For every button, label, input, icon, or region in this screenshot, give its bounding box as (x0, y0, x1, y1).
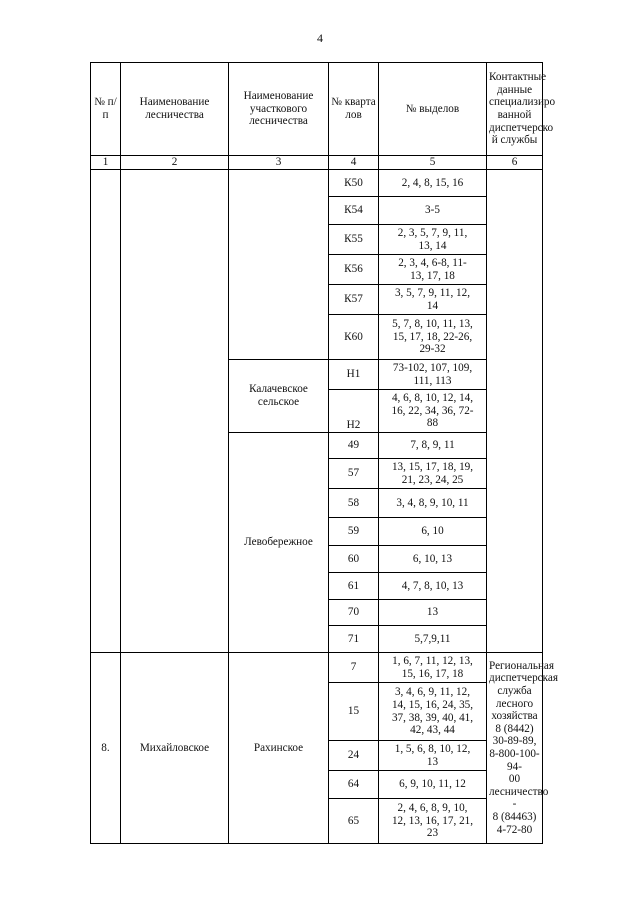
column-number: 5 (379, 156, 487, 170)
header-quarters: № кварта лов (329, 63, 379, 156)
column-number: 1 (91, 156, 121, 170)
plots-cell: 5,7,9,11 (379, 626, 487, 653)
plots-cell: 13, 15, 17, 18, 19, 21, 23, 24, 25 (379, 459, 487, 489)
forestry-cell-empty (121, 170, 229, 653)
table-row (91, 653, 543, 683)
plots-cell: 4, 7, 8, 10, 13 (379, 573, 487, 600)
plots-cell: 4, 6, 8, 10, 12, 14, 16, 22, 34, 36, 72- 88 (379, 390, 487, 433)
plots-cell: 1, 6, 7, 11, 12, 13, 15, 16, 17, 18 (379, 653, 487, 683)
quarter-cell: К60 (329, 315, 379, 360)
header-plots: № выделов (379, 63, 487, 156)
quarter-cell: 61 (329, 573, 379, 600)
page-number: 4 (317, 31, 323, 45)
quarter-cell: 65 (329, 799, 379, 844)
header-contacts: Контактные данные специализиро ванной диспетчерско й службы (487, 63, 543, 156)
plots-cell: 6, 10, 13 (379, 546, 487, 573)
plots-cell: 2, 4, 8, 15, 16 (379, 170, 487, 197)
column-number: 6 (487, 156, 543, 170)
district-cell: Левобережное (229, 433, 329, 653)
column-number-row (91, 156, 543, 170)
column-number: 4 (329, 156, 379, 170)
table-row (91, 170, 543, 197)
header-district: Наименование участкового лесничества (229, 63, 329, 156)
quarter-cell: 7 (329, 653, 379, 683)
plots-cell: 2, 4, 6, 8, 9, 10, 12, 13, 16, 17, 21, 23 (379, 799, 487, 844)
plots-cell: 73-102, 107, 109, 111, 113 (379, 360, 487, 390)
contacts-cell-empty (487, 170, 543, 653)
quarter-cell: Н1 (329, 360, 379, 390)
quarter-cell: 70 (329, 600, 379, 626)
plots-cell: 1, 5, 6, 8, 10, 12, 13 (379, 741, 487, 771)
forestry-cell: Михайловское (121, 653, 229, 844)
contacts-cell: Региональная диспетчерская служба лесного хозяйства 8 (8442) 30-89-89, 8-800-100-94- 00 лесничество - 8 (84463) 4-72-80 (487, 653, 543, 844)
quarter-cell: 60 (329, 546, 379, 573)
table-header-row (91, 63, 543, 156)
plots-cell: 6, 10 (379, 518, 487, 546)
plots-cell: 6, 9, 10, 11, 12 (379, 771, 487, 799)
num-cell-empty (91, 170, 121, 653)
district-cell: Рахинское (229, 653, 329, 844)
quarter-cell: К56 (329, 255, 379, 285)
quarter-cell: К54 (329, 197, 379, 225)
header-num: № п/п (91, 63, 121, 156)
plots-cell: 3, 4, 6, 9, 11, 12, 14, 15, 16, 24, 35, 37, 38, 39, 40, 41, 42, 43, 44 (379, 683, 487, 741)
quarter-cell: 58 (329, 489, 379, 518)
plots-cell: 2, 3, 5, 7, 9, 11, 13, 14 (379, 225, 487, 255)
column-number: 2 (121, 156, 229, 170)
quarter-cell: К55 (329, 225, 379, 255)
header-forestry: Наименование лесничества (121, 63, 229, 156)
quarter-cell: 49 (329, 433, 379, 459)
quarter-cell: 57 (329, 459, 379, 489)
quarter-cell: 64 (329, 771, 379, 799)
district-cell: Калачевское сельское (229, 360, 329, 433)
plots-cell: 7, 8, 9, 11 (379, 433, 487, 459)
district-cell-empty (229, 170, 329, 360)
plots-cell: 5, 7, 8, 10, 11, 13, 15, 17, 18, 22-26, 29-32 (379, 315, 487, 360)
num-cell: 8. (91, 653, 121, 844)
plots-cell: 13 (379, 600, 487, 626)
column-number: 3 (229, 156, 329, 170)
quarter-cell: 15 (329, 683, 379, 741)
plots-cell: 3-5 (379, 197, 487, 225)
plots-cell: 2, 3, 4, 6-8, 11- 13, 17, 18 (379, 255, 487, 285)
plots-cell: 3, 4, 8, 9, 10, 11 (379, 489, 487, 518)
quarter-cell: К57 (329, 285, 379, 315)
quarter-cell: 59 (329, 518, 379, 546)
quarter-cell: 71 (329, 626, 379, 653)
quarter-cell: К50 (329, 170, 379, 197)
quarter-cell: 24 (329, 741, 379, 771)
plots-cell: 3, 5, 7, 9, 11, 12, 14 (379, 285, 487, 315)
forestry-table (90, 62, 559, 844)
quarter-cell: Н2 (329, 390, 379, 433)
